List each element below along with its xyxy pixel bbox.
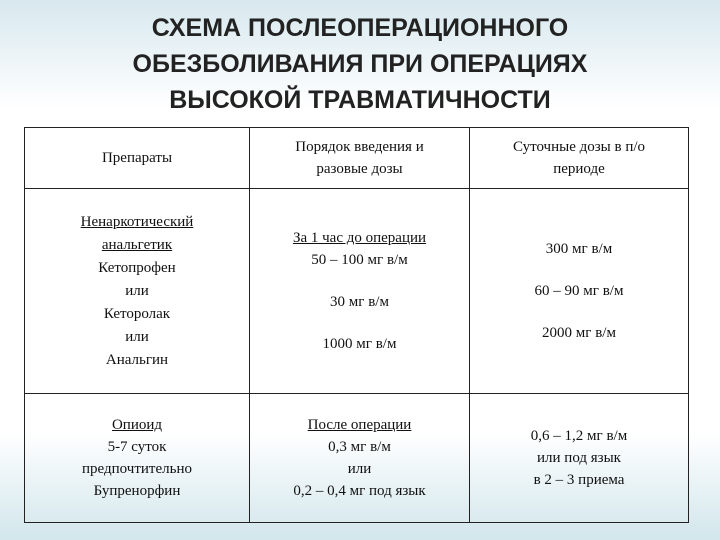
row1-drug-line: Кеторолак: [103, 305, 171, 322]
row2-route-cell: [250, 394, 470, 523]
row1-drug-line: Анальгин: [105, 351, 169, 368]
row1-route-cell: [250, 189, 470, 394]
row2-daily-line: или под язык: [537, 450, 621, 466]
slide-title: [0, 10, 720, 118]
header-route-line-1: Порядок введения и: [295, 139, 424, 155]
row1-route-line: 30 мг в/м: [330, 294, 389, 310]
row2-daily-line: в 2 – 3 приема: [533, 472, 625, 488]
row1-route-line: 1000 мг в/м: [322, 336, 397, 352]
table-row: [25, 394, 689, 523]
row2-daily-line: 0,6 – 1,2 мг в/м: [530, 428, 628, 444]
row2-drug-line: 5-7 суток: [107, 439, 167, 455]
title-line-3: ВЫСОКОЙ ТРАВМАТИЧНОСТИ: [169, 86, 551, 114]
table-row: [25, 189, 689, 394]
row1-route-line: 50 – 100 мг в/м: [311, 252, 408, 268]
row1-drugs-cell: [25, 189, 250, 394]
row2-drug-line: Опиоид: [111, 417, 163, 433]
row1-drug-line: Кетопрофен: [98, 259, 176, 276]
row1-daily-line: 300 мг в/м: [545, 241, 613, 257]
header-route-line-2: разовые дозы: [316, 161, 403, 177]
row1-route-line: За 1 час до операции: [292, 230, 427, 246]
row2-route-line: 0,3 мг в/м: [328, 439, 391, 455]
row1-daily-line: 2000 мг в/м: [542, 325, 616, 341]
row2-drug-line: Бупренорфин: [93, 483, 181, 499]
title-line-1: СХЕМА ПОСЛЕОПЕРАЦИОННОГО: [151, 14, 569, 42]
row1-daily-line: 60 – 90 мг в/м: [534, 283, 624, 299]
row1-drug-line: анальгетик: [101, 236, 173, 253]
header-drugs: [25, 128, 250, 189]
row2-drugs-cell: [25, 394, 250, 523]
table-header-row: [25, 128, 689, 189]
row1-daily-cell: [470, 189, 689, 394]
header-daily: [470, 128, 689, 189]
header-drugs-label: Препараты: [101, 150, 173, 166]
row1-drug-line: или: [125, 282, 149, 299]
title-line-2: ОБЕЗБОЛИВАНИЯ ПРИ ОПЕРАЦИЯХ: [132, 50, 588, 78]
row1-drug-line: или: [125, 328, 149, 345]
row2-route-line: После операции: [307, 417, 412, 433]
row2-route-line: или: [347, 461, 372, 477]
analgesia-scheme-table: [24, 127, 689, 523]
row2-drug-line: предпочтительно: [82, 461, 192, 477]
row1-drug-line: Ненаркотический: [80, 213, 194, 230]
header-daily-line-1: Суточные дозы в п/о: [512, 139, 646, 155]
header-daily-line-2: периоде: [553, 161, 605, 177]
row2-route-line: 0,2 – 0,4 мг под язык: [293, 483, 426, 499]
header-route: [250, 128, 470, 189]
row2-daily-cell: [470, 394, 689, 523]
